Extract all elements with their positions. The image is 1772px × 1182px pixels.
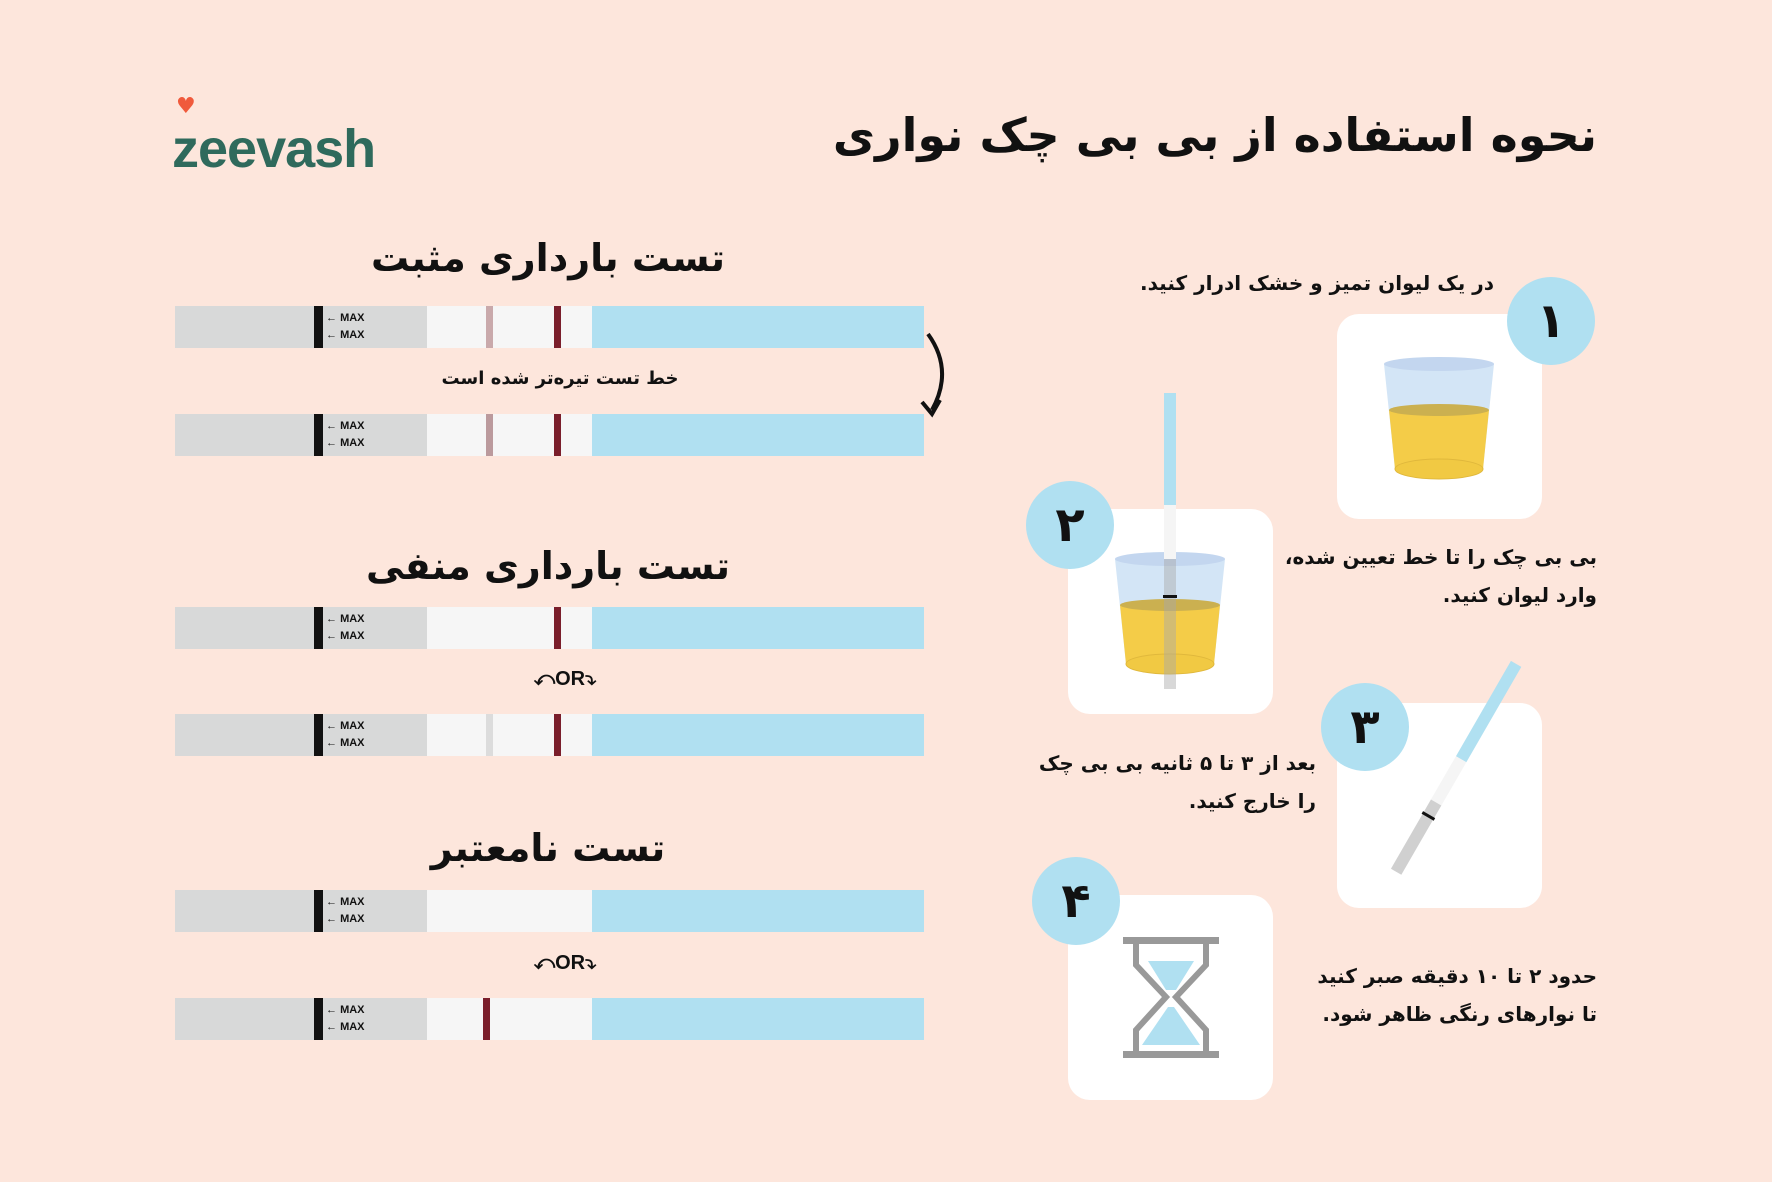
max-line (314, 714, 323, 756)
max-label: ← MAX (326, 630, 365, 642)
or-label (520, 952, 610, 975)
step-4-line-2: تا نوارهای رنگی ظاهر شود. (1322, 1002, 1597, 1026)
max-label: ← MAX (326, 437, 365, 449)
control-line (554, 306, 561, 348)
logo: zeevash (172, 119, 376, 179)
step-1-card (1337, 314, 1542, 519)
test-line (483, 998, 490, 1040)
absorbent-tip (592, 306, 924, 348)
step-2-text (1285, 538, 1597, 614)
max-line (314, 306, 323, 348)
strip-handle (175, 998, 427, 1040)
curl-arrow-icon: ⤺ (533, 668, 556, 690)
test-line (486, 714, 493, 756)
curved-arrow-icon (920, 330, 960, 420)
curl-arrow-icon: ⤵ (585, 952, 597, 974)
max-label: ← MAX (326, 1004, 365, 1016)
step-number-2: ۲ (1026, 481, 1114, 569)
max-label: ← MAX (326, 329, 365, 341)
control-line (554, 607, 561, 649)
step-3-line-2: را خارج کنید. (1188, 789, 1316, 813)
test-strip (175, 890, 924, 932)
absorbent-tip (592, 998, 924, 1040)
max-label: ← MAX (326, 913, 365, 925)
test-line (486, 306, 493, 348)
curl-arrow-icon: ⤵ (585, 668, 597, 690)
step-2-line-2: وارد لیوان کنید. (1442, 583, 1597, 607)
heart-icon: ♥ (176, 94, 196, 119)
curl-arrow-icon: ⤺ (533, 952, 556, 974)
result-window (427, 714, 592, 756)
max-line (314, 890, 323, 932)
test-strip (175, 714, 924, 756)
page-title: نحوه استفاده از بی بی چک نواری (832, 108, 1597, 162)
positive-caption: خط تست تیره‌تر شده است (441, 368, 679, 389)
max-line (314, 607, 323, 649)
max-label: ← MAX (326, 720, 365, 732)
strip-handle (175, 607, 427, 649)
step-4-text (1317, 957, 1597, 1033)
urine-cup-icon (1337, 314, 1542, 519)
max-line (314, 414, 323, 456)
absorbent-tip (592, 414, 924, 456)
max-label: ← MAX (326, 420, 365, 432)
result-window (427, 890, 592, 932)
max-label: ← MAX (326, 737, 365, 749)
result-window (427, 998, 592, 1040)
max-line (314, 998, 323, 1040)
or-text: OR (555, 952, 586, 974)
or-label (520, 668, 610, 691)
absorbent-tip (592, 714, 924, 756)
step-3-line-1: بعد از ۳ تا ۵ ثانیه بی بی چک (1038, 751, 1316, 775)
test-strip (175, 607, 924, 649)
test-line (486, 414, 493, 456)
strip-handle (175, 890, 427, 932)
strip-handle (175, 414, 427, 456)
negative-heading: تست بارداری منفی (365, 544, 731, 588)
or-text: OR (555, 668, 586, 690)
absorbent-tip (592, 607, 924, 649)
step-number-1: ۱ (1507, 277, 1595, 365)
invalid-heading: تست نامعتبر (430, 826, 666, 870)
test-strip (175, 998, 924, 1040)
max-label: ← MAX (326, 312, 365, 324)
strip-handle (175, 306, 427, 348)
step-3-text (1039, 744, 1316, 820)
result-window (427, 414, 592, 456)
step-4-line-1: حدود ۲ تا ۱۰ دقیقه صبر کنید (1317, 964, 1597, 988)
strip-handle (175, 714, 427, 756)
step-number-4: ۴ (1032, 857, 1120, 945)
max-label: ← MAX (326, 1021, 365, 1033)
max-label: ← MAX (326, 896, 365, 908)
step-number-3: ۳ (1321, 683, 1409, 771)
step-1-text: در یک لیوان تمیز و خشک ادرار کنید. (1140, 271, 1494, 295)
test-strip (175, 306, 924, 348)
result-window (427, 306, 592, 348)
max-label: ← MAX (326, 613, 365, 625)
test-strip (175, 414, 924, 456)
step-2-line-1: بی بی چک را تا خط تعیین شده، (1284, 545, 1597, 569)
absorbent-tip (592, 890, 924, 932)
result-window (427, 607, 592, 649)
control-line (554, 414, 561, 456)
positive-heading: تست بارداری مثبت (370, 236, 726, 280)
control-line (554, 714, 561, 756)
